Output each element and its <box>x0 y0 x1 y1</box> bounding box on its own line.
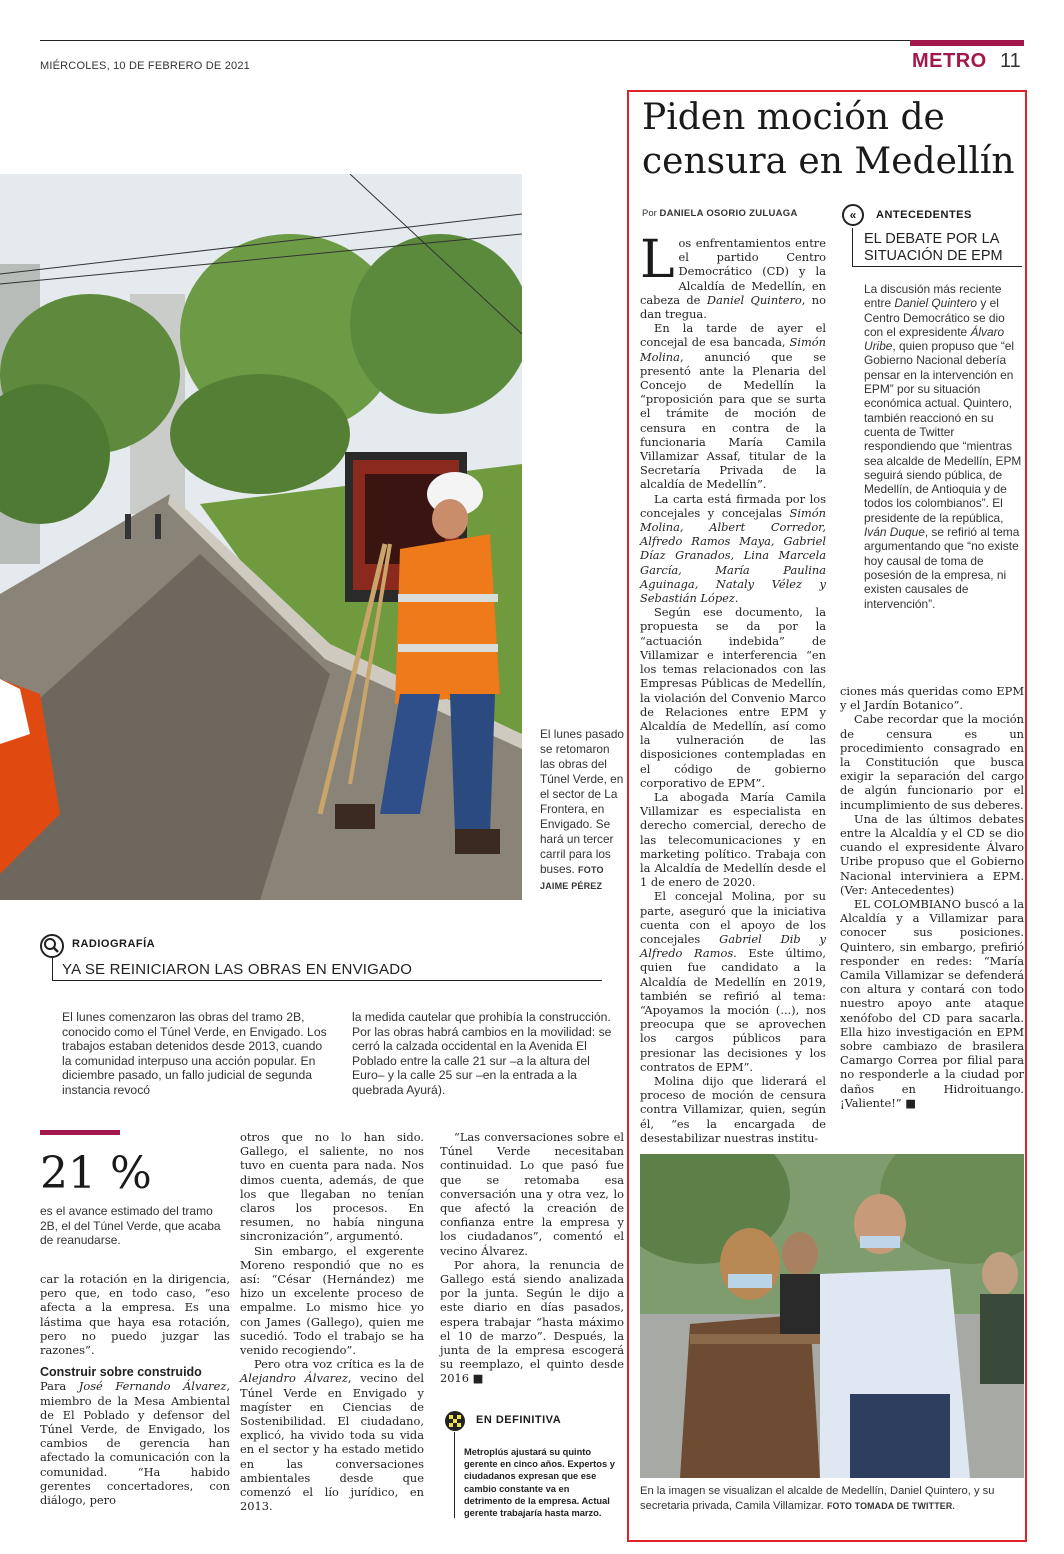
antecedentes-hline <box>852 266 1022 267</box>
paragraph: Sin embargo, el exgerente Moreno respondió que no es así: “César (Hernández) me hizo un excelente proceso de empalme. Lo mismo hice yo con James (Gallego), quien me sucedió. Todo el trabajo se ha venido recogiendo”. <box>240 1243 424 1358</box>
left-article-col1 <box>40 1272 230 1507</box>
radiografia-vline <box>52 958 53 980</box>
antecedentes-text: La discusión más reciente entre Daniel Quintero y el Centro Democrático se dio con el expresidente Álvaro Uribe, quien propuso que “el Gobierno Nacional debería pensar en la intervención en EPM” por su situación económica actual. Quintero, también reaccionó en su cuenta de Twitter respondiendo que “mientras sea alcalde de Medellín, EPM seguirá siendo pública, de Medellín, de Antioquia y de todos los colombianos”. El presidente de la república, Iván Duque, se refirió al tema argumentando que “no existe hoy causal de toma de posesión de la empresa, ni existen causales de intervención”. <box>864 282 1022 611</box>
page-number: 11 <box>1000 50 1021 72</box>
stat-value: 21 % <box>40 1148 152 1199</box>
radiografia-label: RADIOGRAFÍA <box>72 938 156 950</box>
roadwork-photo <box>0 174 522 900</box>
photo-caption-text: El lunes pasado se retomaron las obras del Túnel Verde, en el sector de La Frontera, en Envigado. Se hará un tercer carril para los buses. <box>540 727 624 876</box>
paragraph: Según ese documento, la propuesta se da por la “actuación indebida” de Villamizar e interferencia “en los temas relacionados con las Empresas Públicas de Medellín, la violación del Convenio Marco de Relaciones entre EPM y Alcaldía de Medellín, así como la vulneración de las disposiciones contempladas en el código de gobierno corporativo de EPM”. <box>640 605 826 790</box>
paragraph: Para José Fernando Álvarez, miembro de la Mesa Ambiental de El Poblado y defensor del Túnel Verde, de Envigado, los cambios de gerencia han afectado la comunicación con la comunidad. “Ha habido gerentes concertadores, con diálogo, pero <box>40 1379 230 1508</box>
paragraph: Los enfrentamientos entre el partido Centro Democrático (CD) y la Alcaldía de Medellín, en cabeza de Daniel Quintero, no dan tregua. <box>640 230 827 322</box>
author-name: DANIELA OSORIO ZULUAGA <box>659 208 798 219</box>
en-definitiva-vline <box>454 1432 455 1518</box>
photo-caption <box>540 727 624 894</box>
radiografia-col2: la medida cautelar que prohibía la construcción. Por las obras habrá cambios en la movilidad: se cerró la calzada occidental en la Avenida El Poblado entre la calle 21 sur –a la altura del Euro– y la calle 25 sur –en la entrada a la quebrada Ayurá). <box>352 1010 612 1097</box>
stat-text: es el avance estimado del tramo 2B, el del Túnel Verde, que acaba de reanudarse. <box>40 1204 221 1248</box>
drop-cap: L <box>640 230 675 290</box>
paragraph: “Las conversaciones sobre el Túnel Verde necesitaban continuidad. Lo que pasó fue que se retomaba esa conversación una y otra vez, lo que afectó la creación de confianza entre la empresa y los ciudadanos”, comentó el vecino Álvarez. <box>440 1130 624 1258</box>
byline-prefix: Por <box>642 208 657 219</box>
stat-accent-bar <box>40 1130 120 1135</box>
paragraph: Una de las últimos debates entre la Alcaldía y el CD se dio cuando el expresidente Álvaro Uribe propuso que el Gobierno Nacional interviniera a EPM. (Ver: Antecedentes) <box>840 811 1024 897</box>
paragraph: En la tarde de ayer el concejal de esa bancada, Simón Molina, anunció que se presentó ante la Plenaria del Concejo de Medellín la “proposición para que se surta el trámite de moción de censura en contra de la funcionaria María Camila Villamizar Assaf, titular de la Secretaría Privada de la alcaldía de Medellín”. <box>640 321 826 492</box>
end-mark: ■ <box>472 1371 484 1386</box>
subhead: Construir sobre construido <box>40 1365 202 1380</box>
header-rule <box>40 40 1024 41</box>
section-name: METRO <box>912 50 987 72</box>
left-article-col3 <box>440 1130 624 1386</box>
paragraph: La abogada María Camila Villamizar es especialista en derecho comercial, derecho de las telecomunicaciones y en marketing político. Trabaja con la Alcaldía de Medellín desde el 1 de enero de 2020. <box>640 789 826 890</box>
headline: Piden moción de censura en Medellín <box>642 97 1015 182</box>
paragraph: Pero otra voz crítica es la de Alejandro Álvarez, vecino del Túnel Verde en Envigado y magíster en Ciencias de Sostenibilidad. El ciudadano, explicó, ha vivido toda su vida en el sector y ha estado metido en las conversaciones ambientales desde que comenzó el lío jurídico, en 2013. <box>240 1357 424 1514</box>
section-accent-bar <box>910 40 1024 46</box>
checkered-icon <box>444 1410 466 1432</box>
left-article-col2 <box>240 1130 424 1513</box>
officials-photo <box>640 1154 1024 1478</box>
paragraph: otros que no lo han sido. Gallego, el saliente, no nos tuvo en cuenta para nada. Nos dimos cuenta, además, de que los que llegaban no tenían claros los procesos. En resumen, no había ninguna sincronización”, argumentó. <box>240 1130 424 1244</box>
double-chevron-left-icon: « <box>842 204 864 226</box>
paragraph: Por ahora, la renuncia de Gallego está siendo analizada por la junta. Según le dijo a este diario en días pasados, espera trabajar “hasta máximo el 10 de marzo”. Después, la junta de la empresa escogerá su reemplazo, el quinto desde 2016 ■ <box>440 1257 624 1386</box>
paragraph: La carta está firmada por los concejales y concejalas Simón Molina, Albert Corredor, Alfredo Ramos Maya, Gabriel Díaz Granados, Lina Marcela García, María Paulina Aguinaga, Nataly Vélez y Sebastián López. <box>640 491 826 606</box>
en-definitiva-text: Metroplús ajustará su quinto gerente en cinco años. Expertos y ciudadanos expresan que ese cambio constante va en detrimento de la empresa. Actual gerente trabajaría hasta marzo. <box>464 1447 615 1519</box>
end-mark: ■ <box>905 1095 917 1110</box>
radiografia-col1: El lunes comenzaron las obras del tramo 2B, conocido como el Túnel Verde, en Envigado. Los trabajos estaban detenidos desde 2013, cuando la comunidad interpuso una acción popular. En diciembre pasado, un fallo judicial de segunda instancia revocó <box>62 1010 327 1097</box>
magnifier-icon <box>40 934 64 958</box>
photo-credit: FOTO JAIME PÉREZ <box>540 865 604 891</box>
main-article-col1 <box>640 230 827 1145</box>
paragraph: ciones más queridas como EPM y el Jardín Botanico”. <box>840 684 1024 713</box>
roadwork-illustration <box>0 174 522 900</box>
paragraph: Molina dijo que liderará el proceso de moción de censura contra Villamizar, quien, según él, “es la encargada de desestabilizar nuestras institu- <box>640 1073 826 1145</box>
en-definitiva-label: EN DEFINITIVA <box>476 1414 562 1426</box>
radiografia-hline <box>52 980 602 981</box>
officials-photo-credit: FOTO TOMADA DE TWITTER. <box>826 1501 956 1511</box>
paragraph: car la rotación en la dirigencia, pero que, en todo caso, “eso afecta a la empresa. Es una lástima que haya esa rotación, pero no puedo juzgar las razones”. <box>40 1272 230 1358</box>
main-article-col2 <box>840 684 1024 1110</box>
paragraph: Cabe recordar que la moción de censura es un procedimiento consagrado en la Constitución que busca exigir la separación del cargo de algún funcionario por el incumplimiento de sus deberes. <box>840 712 1024 812</box>
officials-photo-caption <box>640 1484 1024 1514</box>
paragraph: EL COLOMBIANO buscó a la Alcaldía y a Villamizar para conocer sus posiciones. Quintero, sin embargo, prefirió responder en redes: “María Camila Villamizar se defenderá con altura y contará con todo nuestro apoyo ante ataque xenófobo del CD para sacarla. Ella hizo investigación en EPM sobre cambiazo de brasilera Camargo Correa por filial para no responderle a la ciudad por daños en Hidroituango. ¡Valiente!” ■ <box>840 897 1024 1110</box>
paragraph: El concejal Molina, por su parte, aseguró que la iniciativa cuenta con el apoyo de los concejales Gabriel Dib y Alfredo Ramos. Este último, quien fue candidato a la Alcaldía de Medellín en 2019, también se refirió al tema: “Apoyamos la moción (...), nos preocupa que se aprovechen los cargos públicos para presionar las decisiones y los contratos de EPM”. <box>640 889 826 1074</box>
issue-date: MIÉRCOLES, 10 DE FEBRERO DE 2021 <box>40 60 250 72</box>
antecedentes-label: ANTECEDENTES <box>876 209 972 221</box>
byline <box>642 208 798 219</box>
antecedentes-title: EL DEBATE POR LA SITUACIÓN DE EPM <box>864 231 1003 264</box>
antecedentes-vline <box>852 228 853 266</box>
radiografia-title: YA SE REINICIARON LAS OBRAS EN ENVIGADO <box>62 961 413 978</box>
officials-caption-text: En la imagen se visualizan el alcalde de Medellín, Daniel Quintero, y su secretaria privada, Camila Villamizar. <box>640 1485 995 1512</box>
officials-illustration <box>640 1154 1024 1478</box>
